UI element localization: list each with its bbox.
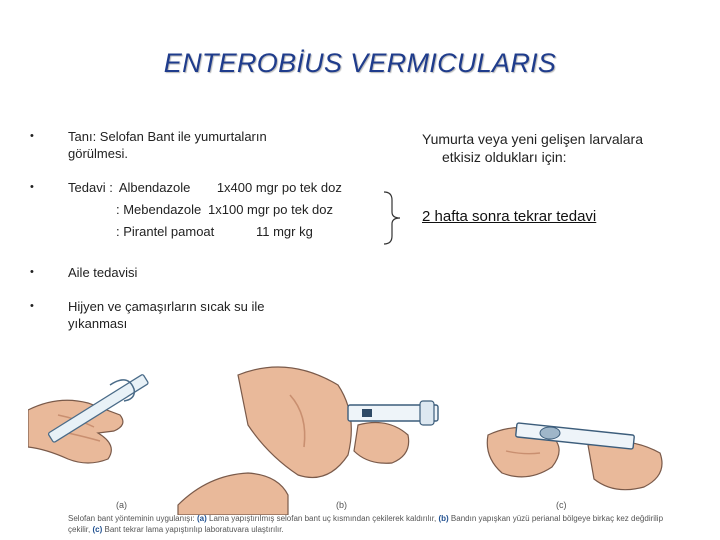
bullet-marker: • bbox=[30, 130, 34, 142]
drug-name: Albendazole bbox=[118, 180, 191, 195]
drug-name: : Pirantel pamoat bbox=[116, 224, 215, 239]
diagnosis-text: Tanı: Selofan Bant ile yumurtaların görülmesi. bbox=[68, 129, 267, 161]
reason-note bbox=[422, 130, 682, 166]
drug-dose: 1x100 mgr po tek doz bbox=[208, 202, 334, 217]
bullet-treatment bbox=[30, 179, 390, 240]
panel-label-a: (a) bbox=[116, 500, 127, 510]
bullet-family bbox=[30, 264, 390, 281]
drug-name: : Mebendazole bbox=[116, 202, 202, 217]
family-text: Aile tedavisi bbox=[68, 265, 138, 280]
caption-lead: Selofan bant yönteminin uygulanışı: bbox=[68, 514, 195, 523]
drug-dose: 1x400 mgr po tek doz bbox=[216, 180, 342, 195]
panel-label-b: (b) bbox=[336, 500, 347, 510]
skin-b-icon bbox=[178, 367, 409, 515]
bullet-list bbox=[30, 128, 390, 349]
cellophane-tape-figure bbox=[28, 355, 678, 515]
bullet-marker: • bbox=[30, 266, 34, 278]
hygiene-text: Hijyen ve çamaşırların sıcak su ile yıkanması bbox=[68, 299, 265, 331]
repeat-treatment-text: 2 hafta sonra tekrar tedavi bbox=[422, 208, 597, 225]
hand-a-icon bbox=[28, 400, 123, 463]
bullet-marker: • bbox=[30, 181, 34, 193]
bullet-diagnosis bbox=[30, 128, 390, 162]
drug-row-pirantel bbox=[68, 223, 390, 240]
bullet-marker: • bbox=[30, 300, 34, 312]
reason-line-2: etkisiz oldukları için: bbox=[442, 149, 567, 165]
caption-a-text: Lama yapıştırılmış selofan bant uç kısmından çekilerek kaldırılır, bbox=[209, 514, 437, 523]
caption-c-text: Bant tekrar lama yapıştırılıp laboratuvara ulaştırılır. bbox=[104, 525, 284, 534]
reason-line-1: Yumurta veya yeni gelişen larvalara bbox=[422, 131, 644, 147]
bullet-hygiene bbox=[30, 298, 390, 332]
caption-a-marker: (a) bbox=[196, 514, 207, 523]
caption-b-marker: (b) bbox=[438, 514, 449, 523]
right-brace-icon bbox=[378, 190, 408, 246]
drug-dose: 11 mgr kg bbox=[256, 224, 313, 239]
treatment-label: Tedavi : bbox=[68, 180, 113, 195]
page-title: ENTEROBİUS VERMICULARIS bbox=[163, 48, 557, 78]
drug-row-mebendazole bbox=[68, 201, 390, 218]
drug-row-albendazole bbox=[68, 179, 390, 196]
figure-caption bbox=[68, 513, 678, 535]
caption-c-marker: (c) bbox=[92, 525, 103, 534]
panel-label-c: (c) bbox=[556, 500, 567, 510]
caption-b-text: Bandın yapışkan yüzü perianal bölgeye birkaç kez değdirilip çekilir, bbox=[68, 514, 664, 534]
slide-b-icon bbox=[348, 401, 438, 425]
